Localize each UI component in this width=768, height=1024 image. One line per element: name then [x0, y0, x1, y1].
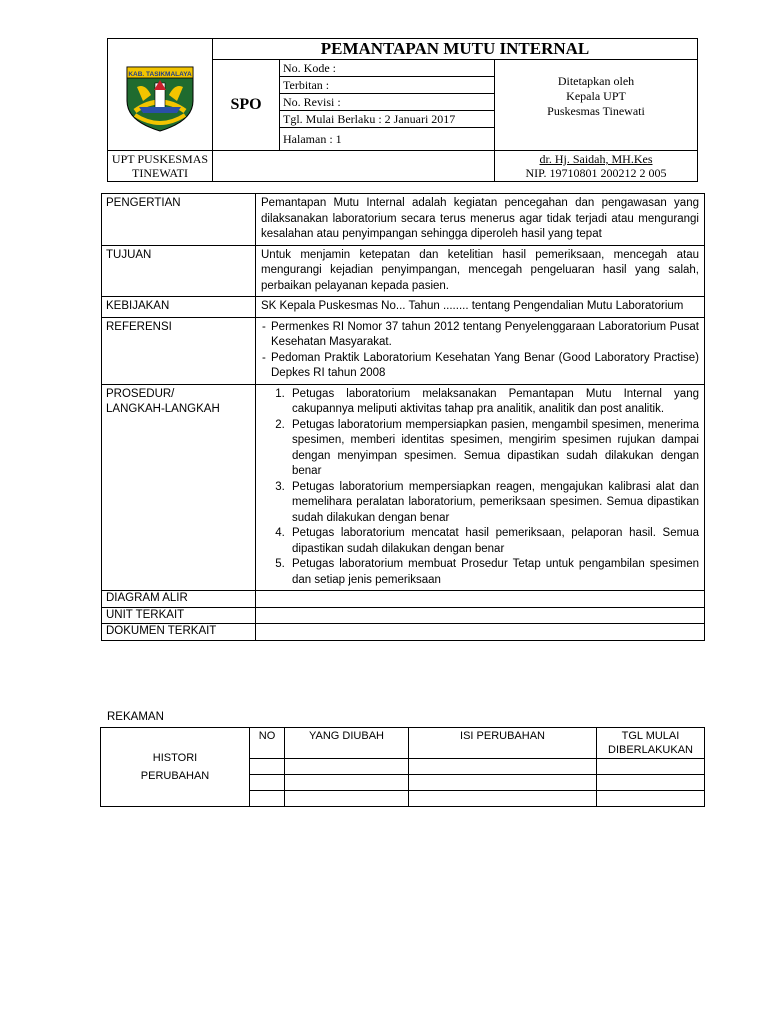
signer-name: dr. Hj. Saidah, MH.Kes [539, 152, 653, 166]
referensi-list [261, 320, 699, 382]
logo-cell [108, 39, 213, 151]
pengertian-text: Pemantapan Mutu Internal adalah kegiatan pencegahan dan pengawasan yang dilaksanakan laboratorium secara terus menerus agar tidak terjadi atau mengurangi kesalahan atau penyimpangan sehingga diperoleh hasil yang tepat [256, 194, 705, 246]
tgl-berlaku: Tgl. Mulai Berlaku : 2 Januari 2017 [280, 111, 495, 128]
referensi-content [256, 317, 705, 384]
col-no-header: NO [250, 728, 285, 759]
prosedur-list [261, 387, 699, 589]
diagram-alir-value [256, 591, 705, 608]
ditetapkan-block [495, 60, 698, 151]
spo-header [107, 38, 698, 182]
dokumen-terkait-label: DOKUMEN TERKAIT [102, 624, 256, 641]
prosedur-label-line-1: PROSEDUR/ [106, 387, 175, 400]
col-tgl-line-1: TGL MULAI [621, 730, 680, 742]
prosedur-step: 5. Petugas laboratorium membuat Prosedur Tetap untuk pengambilan spesimen dan setiap jenis pemeriksaan [288, 557, 699, 588]
halaman: Halaman : 1 [280, 128, 495, 151]
no-revisi: No. Revisi : [280, 94, 495, 111]
col-tgl-header [597, 728, 705, 759]
rekaman-label: REKAMAN [107, 711, 164, 723]
prosedur-step: 4. Petugas laboratorium mencatat hasil pemeriksaan, pelaporan hasil. Semua dipastikan sudah dilakukan dengan benar [288, 526, 699, 557]
prosedur-step: 3. Petugas laboratorium mempersiapkan reagen, mengajukan kalibrasi alat dan memelihara peralatan laboratorium, pemeriksaan spesimen. Semua dipastikan sudah dilakukan dengan benar [288, 480, 699, 527]
col-tgl-line-2: DIBERLAKUKAN [608, 744, 693, 756]
prosedur-label-line-2: LANGKAH-LANGKAH [106, 403, 220, 415]
empty-cell [213, 151, 495, 182]
terbitan: Terbitan : [280, 77, 495, 94]
col-yang-diubah-header: YANG DIUBAH [285, 728, 409, 759]
histori-line-2: PERUBAHAN [140, 770, 210, 782]
kebijakan-text: SK Kepala Puskesmas No... Tahun ........ tentang Pengendalian Mutu Laboratorium [256, 297, 705, 318]
tasikmalaya-logo-icon [121, 57, 199, 133]
ditetapkan-line-2: Kepala UPT [566, 89, 626, 103]
prosedur-label [102, 384, 256, 591]
histori-perubahan-label [101, 728, 250, 807]
prosedur-step: 1. Petugas laboratorium melaksanakan Pemantapan Mutu Internal yang cakupannya meliputi aktivitas tahap pra analitik, analitik dan post analitik. [288, 387, 699, 418]
prosedur-content [256, 384, 705, 591]
upt-name [108, 151, 213, 182]
referensi-item: - Pedoman Praktik Laboratorium Kesehatan Yang Benar (Good Laboratory Practise) Depkes RI tahun 2008 [271, 351, 699, 382]
ditetapkan-line-3: Puskesmas Tinewati [547, 104, 645, 118]
tujuan-text: Untuk menjamin ketepatan dan ketelitian hasil pemeriksaan, mencegah atau mengurangi kejadian penyimpangan, mencegah pengeluaran hasil yang salah, perbaikan pelayanan kepada pasien. [256, 245, 705, 297]
pengertian-label: PENGERTIAN [102, 194, 256, 246]
document-title: PEMANTAPAN MUTU INTERNAL [213, 39, 698, 60]
referensi-item: - Permenkes RI Nomor 37 tahun 2012 tentang Penyelenggaraan Laboratorium Pusat Kesehatan Masyarakat. [271, 320, 699, 351]
spo-label: SPO [213, 60, 280, 151]
upt-line-1: UPT PUSKESMAS [111, 152, 209, 166]
spo-content-table [101, 193, 705, 641]
logo-text: KAB. TASIKMALAYA [128, 70, 192, 78]
kebijakan-label: KEBIJAKAN [102, 297, 256, 318]
prosedur-step: 2. Petugas laboratorium mempersiapkan pasien, mengambil spesimen, menerima spesimen, memberi identitas spesimen, mengirim spesimen rujukan dampai dengan menyimpan spesimen. Semua dipastikan sudah dilakukan dengan benar [288, 418, 699, 480]
no-kode: No. Kode : [280, 60, 495, 77]
histori-line-1: HISTORI [152, 752, 198, 764]
referensi-label: REFERENSI [102, 317, 256, 384]
diagram-alir-label: DIAGRAM ALIR [102, 591, 256, 608]
unit-terkait-label: UNIT TERKAIT [102, 607, 256, 624]
col-isi-perubahan-header: ISI PERUBAHAN [409, 728, 597, 759]
unit-terkait-value [256, 607, 705, 624]
signer-nip: NIP. 19710801 200212 2 005 [525, 166, 667, 180]
signature-block [495, 151, 698, 182]
rekaman-table [100, 727, 705, 807]
tujuan-label: TUJUAN [102, 245, 256, 297]
ditetapkan-line-1: Ditetapkan oleh [557, 74, 635, 88]
upt-line-2: TINEWATI [132, 166, 188, 180]
dokumen-terkait-value [256, 624, 705, 641]
